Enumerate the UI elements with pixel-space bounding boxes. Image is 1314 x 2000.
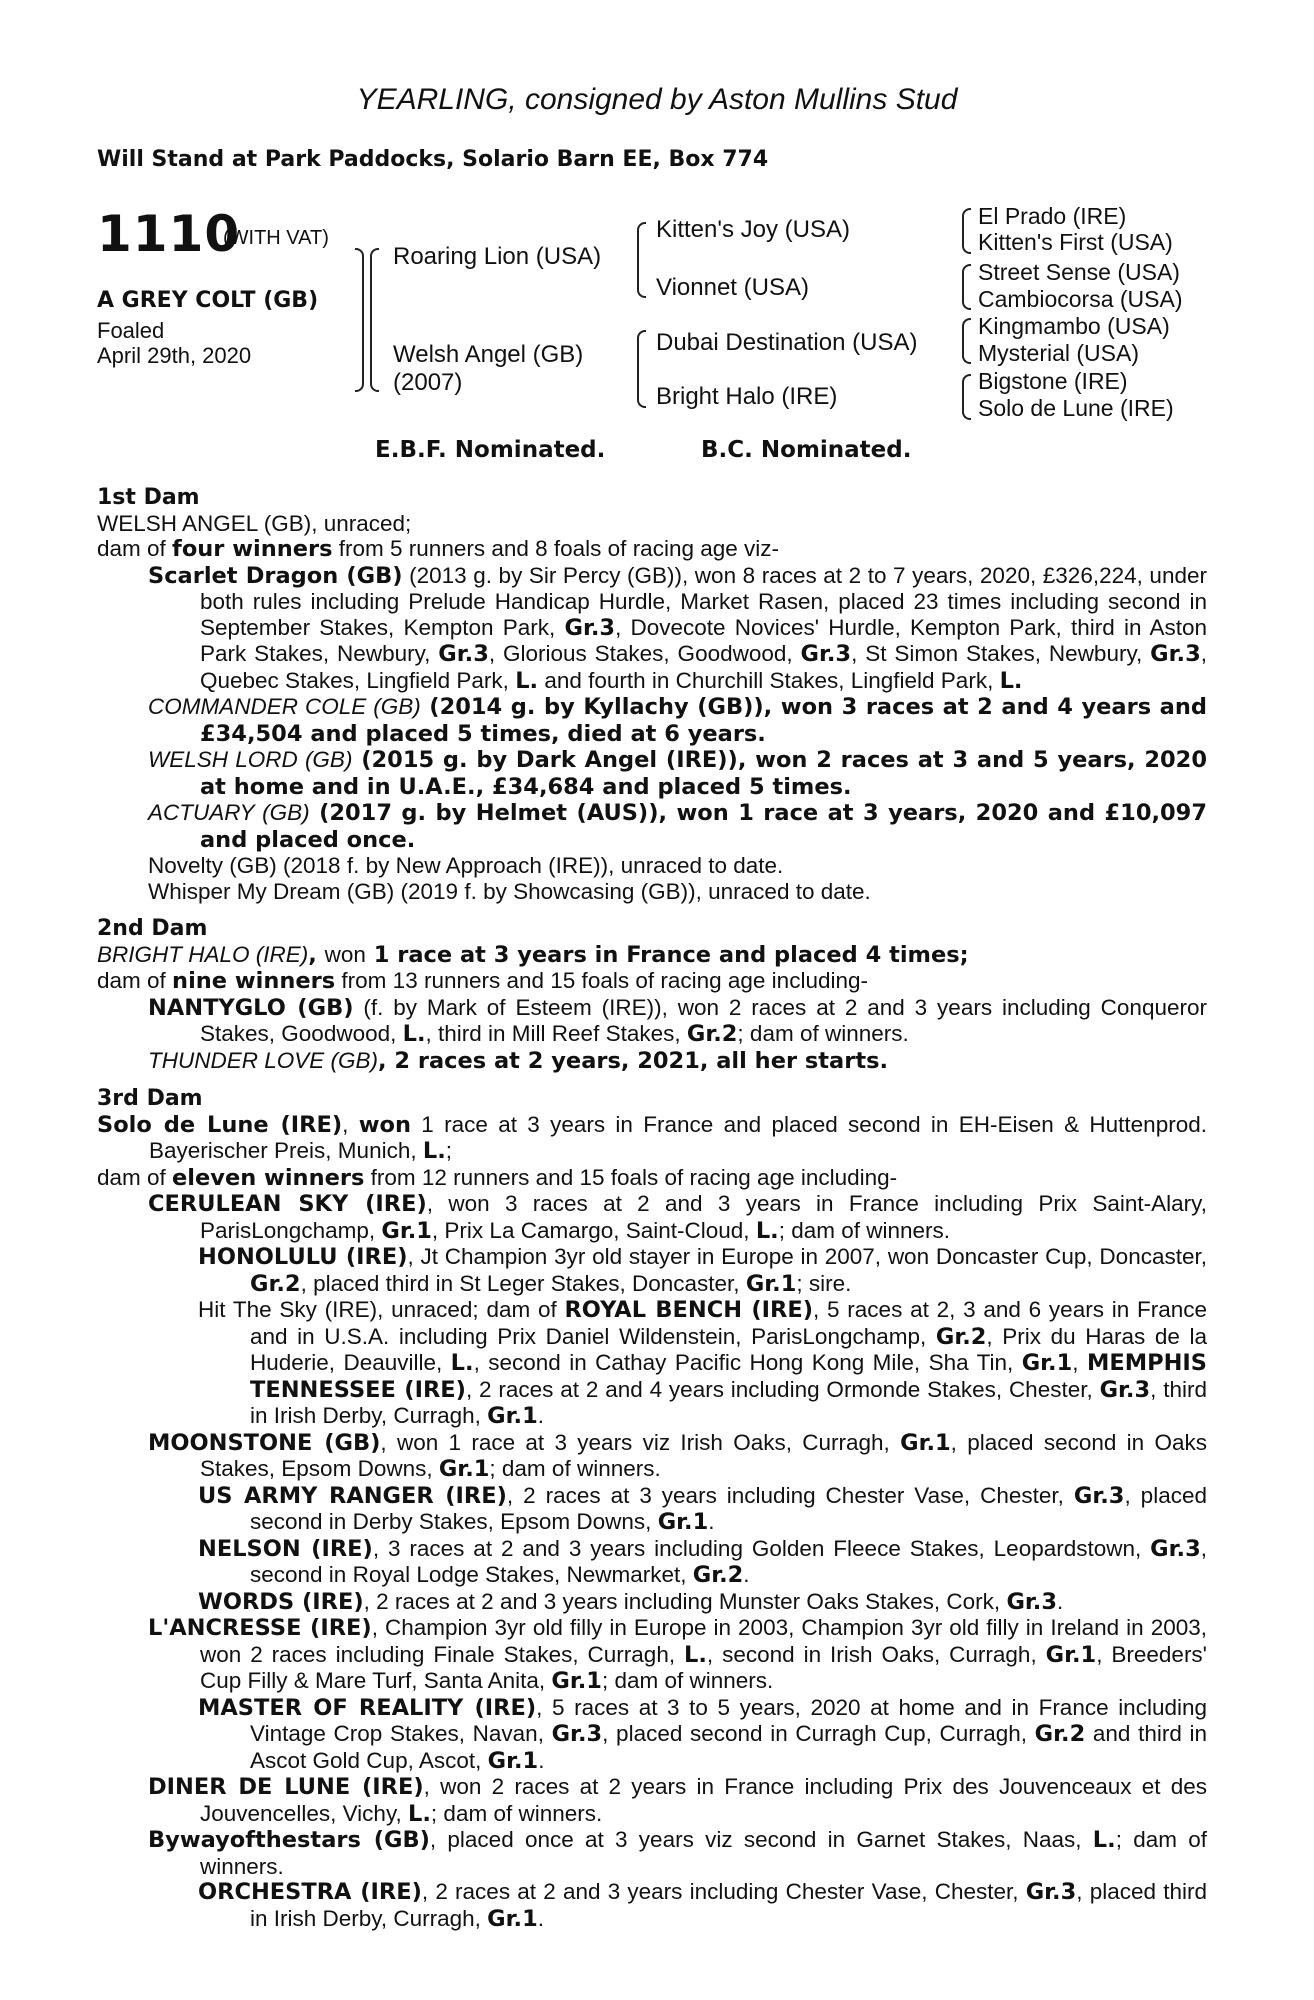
text-run: , 2 races at 2 and 3 years including Chester Vase, Chester, <box>421 1879 1026 1904</box>
bold-run: Gr.1 <box>487 1905 538 1932</box>
dam2-foal <box>97 1048 1207 1075</box>
text-run: ; dam of winners. <box>489 1456 661 1481</box>
dam3-foal <box>97 1774 1207 1827</box>
text-run: and third in Ascot Gold Cup, Ascot, <box>250 1721 1207 1773</box>
pedigree-dam: Welsh Angel (GB) <box>393 341 584 368</box>
text-run: , won 1 race at 3 years viz Irish Oaks, Curragh, <box>380 1429 901 1455</box>
lot-number: 1110 <box>97 205 241 263</box>
dam1-foal <box>97 563 1207 695</box>
text-run: , Champion 3yr old filly in Europe in 2003, Champion 3yr old filly in Ireland in 2003, won 2 races including Finale Stakes, Curragh, <box>200 1615 1207 1667</box>
dam3-grandfoal <box>97 1297 1207 1430</box>
pedigree-bracket-dam <box>637 330 646 408</box>
text-run: Whisper My Dream (GB) (2019 f. by Showcasing (GB)), unraced to date. <box>148 878 871 904</box>
bold-run: L. <box>450 1350 474 1376</box>
bold-run: (2014 g. by Kyllachy (GB)), won 3 races at 2 and 4 years and £34,504 and placed 5 times, died at 6 years. <box>200 694 1207 747</box>
dam1-foal <box>97 853 1207 879</box>
bold-run: Gr.1 <box>551 1668 602 1694</box>
bold-run: (2017 g. by Helmet (AUS)), won 1 race at 3 years, 2020 and £10,097 and placed once. <box>200 800 1207 853</box>
bold-run: Gr.1 <box>1021 1350 1073 1376</box>
text-run: and fourth in Churchill Stakes, Lingfield Park, <box>538 667 1000 693</box>
text-run: , Glorious Stakes, Goodwood, <box>488 641 801 666</box>
bold-run: NELSON (IRE) <box>198 1535 373 1562</box>
bold-run: Gr.3 <box>1073 1482 1125 1509</box>
text-run: , Jt Champion 3yr old stayer in Europe in 2007, won Doncaster Cup, Doncaster, <box>407 1244 1207 1269</box>
text-run: ; sire. <box>796 1270 852 1296</box>
bold-run: L. <box>999 667 1023 694</box>
bold-run: Gr.1 <box>381 1217 432 1244</box>
catalogue-body <box>97 485 1207 1932</box>
bold-run: Gr.1 <box>745 1270 797 1297</box>
pedigree-bracket-parents <box>370 248 379 392</box>
text-run: 1 race at 3 years in France and placed second in EH-Eisen & Huttenprod. Bayerischer Preis, Munich, <box>149 1111 1207 1163</box>
pedigree-g6: Mysterial (USA) <box>978 340 1140 366</box>
bold-run: L. <box>684 1641 707 1668</box>
bold-run: L. <box>402 1021 426 1047</box>
bold-run: nine winners <box>172 968 336 994</box>
bold-run: MASTER OF REALITY (IRE) <box>198 1694 537 1721</box>
text-run: , <box>1072 1350 1087 1375</box>
bold-run: L. <box>1092 1827 1116 1853</box>
bold-run: Gr.1 <box>438 1456 490 1482</box>
bold-run: Gr.1 <box>657 1509 709 1535</box>
text-run: . <box>537 1905 544 1931</box>
text-run: ; dam of winners. <box>430 1800 603 1826</box>
text-run: dam of <box>97 968 173 993</box>
text-run: , placed second in Curragh Cup, Curragh, <box>602 1721 1035 1746</box>
pedigree-sire: Roaring Lion (USA) <box>393 243 602 270</box>
bold-run: Solo de Lune (IRE) <box>97 1111 343 1138</box>
dam3-grandfoal <box>97 1244 1207 1297</box>
bold-run: DINER DE LUNE (IRE) <box>148 1774 424 1800</box>
text-run: (f. by Mark of Esteem (IRE)), won 2 races at 2 and 3 years including Conqueror Stakes, Goodwood, <box>200 994 1207 1046</box>
text-run: , Breeders' Cup Filly & Mare Turf, Santa Anita, <box>200 1641 1207 1693</box>
text-run: . <box>537 1403 544 1428</box>
text-run: from 13 runners and 15 foals of racing age including- <box>335 968 868 993</box>
pedigree-g2: Kitten's First (USA) <box>978 229 1173 255</box>
bold-run: Gr.1 <box>1045 1641 1097 1668</box>
pedigree-g7: Bigstone (IRE) <box>978 368 1128 394</box>
text-run: , second in Royal Lodge Stakes, Newmarket, <box>250 1535 1207 1587</box>
bold-run: NANTYGLO (GB) <box>148 994 354 1021</box>
pedigree-g3: Street Sense (USA) <box>978 259 1180 285</box>
bold-run: Gr.3 <box>1099 1376 1151 1403</box>
italic-name: COMMANDER COLE (GB) <box>148 694 421 719</box>
bc-nominated: B.C. Nominated. <box>701 437 912 463</box>
bold-run: L. <box>515 667 539 694</box>
text-run: , placed third in St Leger Stakes, Doncaster, <box>300 1270 746 1296</box>
pedigree-bracket-g1 <box>962 208 971 254</box>
text-run: won <box>324 941 366 967</box>
bold-run: Gr.1 <box>900 1429 951 1456</box>
bold-run: Gr.3 <box>800 641 852 667</box>
text-run: , placed once at 3 years viz second in Garnet Stakes, Naas, <box>429 1827 1093 1852</box>
pedigree-dam-sire: Dubai Destination (USA) <box>656 329 918 356</box>
text-run: . <box>708 1509 715 1534</box>
text-run: , <box>342 1111 359 1137</box>
dam1-entry <box>97 536 1207 563</box>
dam2-foal <box>97 995 1207 1048</box>
bold-run: Gr.2 <box>1034 1721 1086 1747</box>
text-run: Hit The Sky (IRE), unraced; dam of <box>198 1297 565 1322</box>
dam1-entry <box>97 511 1207 537</box>
bold-run: Bywayofthestars (GB) <box>148 1827 430 1853</box>
bold-run: Gr.3 <box>1025 1879 1077 1905</box>
text-run: , third in Irish Derby, Curragh, <box>250 1376 1207 1428</box>
bold-run: Gr.2 <box>250 1270 301 1297</box>
pedigree-g5: Kingmambo (USA) <box>978 313 1170 339</box>
text-run: . <box>1057 1588 1064 1614</box>
italic-name: WELSH LORD (GB) <box>148 747 353 772</box>
dam3-foal <box>97 1191 1207 1244</box>
text-run: , won 2 races at 2 years in France including Prix des Jouvenceaux et des Jouvencelles, Vichy, <box>200 1774 1208 1826</box>
text-run: , third in Mill Reef Stakes, <box>425 1021 687 1046</box>
text-run: from 12 runners and 15 foals of racing age including- <box>364 1164 898 1190</box>
text-run: , 3 races at 2 and 3 years including Golden Fleece Stakes, Leopardstown, <box>372 1535 1151 1561</box>
bold-run: Gr.3 <box>1150 1535 1201 1562</box>
text-run: from 5 runners and 8 foals of racing age viz- <box>332 536 780 561</box>
text-run: , 5 races at 3 to 5 years, 2020 at home and in France including Vintage Crop Stakes, Navan, <box>250 1694 1208 1746</box>
dam1-foal <box>97 879 1207 905</box>
text-run: , Prix La Camargo, Saint-Cloud, <box>431 1217 756 1243</box>
bold-run: MEMPHIS TENNESSEE (IRE) <box>250 1350 1207 1403</box>
pedigree-g1: El Prado (IRE) <box>978 203 1127 229</box>
bold-run: , <box>308 941 325 968</box>
italic-name: BRIGHT HALO (IRE) <box>97 941 309 967</box>
bold-run: L. <box>408 1800 431 1827</box>
text-run: , 2 races at 2 and 4 years including Ormonde Stakes, Chester, <box>465 1376 1100 1402</box>
text-run: , St Simon Stakes, Newbury, <box>851 641 1151 666</box>
bold-run: L'ANCRESSE (IRE) <box>148 1615 372 1641</box>
bold-run: won <box>358 1111 411 1138</box>
text-run: ; <box>445 1138 453 1163</box>
text-run: dam of <box>97 1164 173 1190</box>
ebf-nominated: E.B.F. Nominated. <box>375 437 606 463</box>
dam1-foal <box>97 800 1207 853</box>
dam3-entry <box>97 1112 1207 1165</box>
text-run: ; dam of winners. <box>601 1668 774 1693</box>
lot-description: A GREY COLT (GB) <box>97 288 319 313</box>
bold-run: ROYAL BENCH (IRE) <box>564 1297 814 1323</box>
text-run: , placed third in Irish Derby, Curragh, <box>250 1879 1207 1931</box>
text-run: , 2 races at 2 and 3 years including Munster Oaks Stakes, Cork, <box>363 1588 1007 1614</box>
text-run: , Quebec Stakes, Lingfield Park, <box>200 641 1207 693</box>
bold-run: Gr.3 <box>1150 641 1201 667</box>
stand-location: Will Stand at Park Paddocks, Solario Barn EE, Box 774 <box>97 147 769 172</box>
italic-name: ACTUARY (GB) <box>148 800 310 825</box>
dam3-foal <box>97 1430 1207 1483</box>
pedigree-bracket-sire <box>637 222 646 298</box>
bold-run: Gr.2 <box>692 1562 744 1588</box>
text-run: , second in Cathay Pacific Hong Kong Mile, Sha Tin, <box>473 1350 1022 1375</box>
dam3-entry <box>97 1165 1207 1192</box>
bold-run: WORDS (IRE) <box>198 1588 364 1615</box>
dam3-heading: 3rd Dam <box>97 1086 203 1111</box>
page-header-title: YEARLING, consigned by Aston Mullins Stud <box>356 83 958 116</box>
bold-run: four winners <box>172 536 333 562</box>
text-run: ; dam of winners. <box>778 1217 951 1243</box>
pedigree-sire-dam: Vionnet (USA) <box>656 274 809 301</box>
bold-run: 1 race at 3 years in France and placed 4 times; <box>365 941 969 968</box>
bold-run: Gr.1 <box>487 1747 539 1774</box>
dam3-grandfoal <box>97 1695 1207 1775</box>
pedigree-bracket-colt <box>355 248 364 392</box>
bold-run: MOONSTONE (GB) <box>148 1429 381 1456</box>
bold-run: ORCHESTRA (IRE) <box>198 1879 422 1905</box>
text-run: , second in Irish Oaks, Curragh, <box>706 1641 1046 1667</box>
dam1-foal <box>97 747 1207 800</box>
bold-run: L. <box>755 1217 779 1244</box>
text-run: , Dovecote Novices' Hurdle, Kempton Park, third in Aston Park Stakes, Newbury, <box>200 614 1207 666</box>
bold-run: Gr.3 <box>551 1721 603 1747</box>
dam3-grandfoal <box>97 1536 1207 1589</box>
pedigree-bracket-g2 <box>962 264 971 310</box>
text-run: , placed second in Oaks Stakes, Epsom Downs, <box>200 1429 1207 1481</box>
dam1-foal <box>97 694 1207 747</box>
bold-run: Gr.3 <box>564 614 616 641</box>
text-run: dam of <box>97 536 173 561</box>
bold-run: (2015 g. by Dark Angel (IRE)), won 2 races at 3 and 5 years, 2020 at home and in U.A.E., £34,684 and placed 5 times. <box>200 747 1207 800</box>
dam3-foal <box>97 1827 1207 1879</box>
text-run: , Prix du Haras de la Huderie, Deauville, <box>250 1323 1207 1375</box>
dam3-foal <box>97 1615 1207 1695</box>
pedigree-g4: Cambiocorsa (USA) <box>978 286 1183 312</box>
bold-run: Gr.3 <box>438 641 489 667</box>
bold-run: CERULEAN SKY (IRE) <box>148 1191 427 1217</box>
foaled-label: Foaled <box>97 318 165 343</box>
text-run: , 5 races at 2, 3 and 6 years in France and in U.S.A. including Prix Daniel Wildenstein, ParisLongchamp, <box>250 1297 1207 1349</box>
text-run: , placed second in Derby Stakes, Epsom Downs, <box>250 1482 1207 1534</box>
bold-run: HONOLULU (IRE) <box>198 1244 408 1270</box>
bold-run: Gr.1 <box>487 1403 538 1429</box>
text-run: Novelty (GB) (2018 f. by New Approach (IRE)), unraced to date. <box>148 853 784 878</box>
bold-run: L. <box>422 1138 446 1164</box>
italic-name: THUNDER LOVE (GB) <box>148 1047 379 1073</box>
pedigree-dam-dam: Bright Halo (IRE) <box>656 383 838 410</box>
vat-label: (WITH VAT) <box>223 227 329 249</box>
bold-run: Gr.2 <box>686 1021 738 1047</box>
dam3-grandfoal <box>97 1589 1207 1616</box>
pedigree-dam-year: (2007) <box>393 369 463 396</box>
dam2-heading: 2nd Dam <box>97 916 208 941</box>
bold-run: Gr.2 <box>935 1323 987 1350</box>
dam3-grandfoal <box>97 1483 1207 1536</box>
text-run: . <box>538 1747 545 1773</box>
dam2-entry <box>97 942 1207 969</box>
text-run: . <box>743 1562 750 1587</box>
bold-run: US ARMY RANGER (IRE) <box>198 1482 507 1509</box>
pedigree-sire-sire: Kitten's Joy (USA) <box>656 216 850 243</box>
pedigree-g8: Solo de Lune (IRE) <box>978 395 1174 421</box>
bold-run: Gr.3 <box>1006 1588 1057 1615</box>
text-run: ; dam of winners. <box>200 1827 1207 1879</box>
dam3-grandfoal <box>97 1879 1207 1932</box>
text-run: WELSH ANGEL (GB), unraced; <box>97 510 412 536</box>
text-run: (2013 g. by Sir Percy (GB)), won 8 races at 2 to 7 years, 2020, £326,224, under both rules including Prelude Handicap Hurdle, Market Rasen, placed 23 times including second in September Stakes, Kempton Park, <box>200 562 1207 640</box>
bold-run: , 2 races at 2 years, 2021, all her starts. <box>378 1047 889 1074</box>
pedigree-bracket-g4 <box>962 374 971 420</box>
text-run: , 2 races at 3 years including Chester Vase, Chester, <box>506 1482 1074 1508</box>
text-run: ; dam of winners. <box>737 1021 909 1046</box>
foaled-date: April 29th, 2020 <box>97 343 252 368</box>
text-run: , won 3 races at 2 and 3 years in France including Prix Saint-Alary, ParisLongchamp, <box>200 1191 1207 1243</box>
dam2-entry <box>97 968 1207 995</box>
bold-run: Scarlet Dragon (GB) <box>148 562 403 589</box>
bold-run: eleven winners <box>172 1164 365 1191</box>
pedigree-bracket-g3 <box>962 318 971 364</box>
dam1-heading: 1st Dam <box>97 485 200 510</box>
